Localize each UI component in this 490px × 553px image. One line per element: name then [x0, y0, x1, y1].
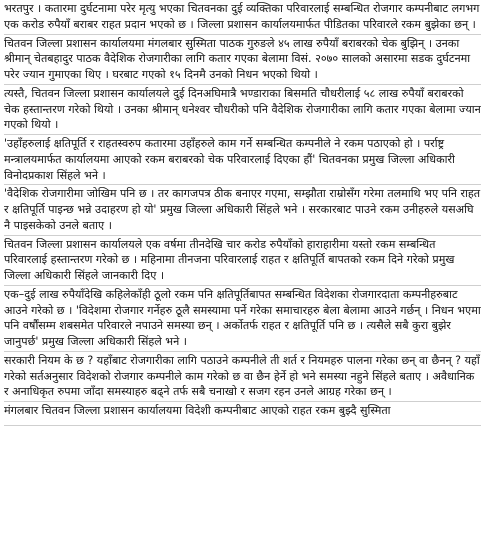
article-paragraph-6: चितवन जिल्ला प्रशासन कार्यालयले एक वर्षमा तीनदेखि चार करोड रुपैयाँको हाराहारीमा यस्तो रकम सम्बन्धित परिवारलाई हस्तान्तरण गरेको छ । महिनामा तीनजना परिवारलाई राहत र क्षतिपूर्ति बापतको रकम दिने गरेको प्रमुख जिल्ला अधिकारी सिंहले जानकारी दिए ।: [4, 235, 481, 284]
article-paragraph-8: सरकारी नियम के छ ? यहाँबाट रोजगारीका लागि पठाउने कम्पनीले ती शर्त र नियमहरु पालना गरेका छन् वा छैनन् ? यहाँ गरेको सर्तअनुसार विदेशको रोजगार कम्पनीले काम गरेको छ वा छैन हेर्ने हो भने समस्या नहुने सिंहले बताए । अवैधानिक र अनाधिकृत रुपमा जाँदा समस्याहरु बढ्ने तर्फ सबै चनाखो र सजग रहन उनले आग्रह गरेका छन् ।: [4, 351, 481, 400]
article-paragraph-1: भरतपुर । कतारमा दुर्घटनामा परेर मृत्यु भएका चितवनका दुई व्यक्तिका परिवारलाई सम्बन्धित रोजगार कम्पनीबाट लगभग एक करोड रुपैयाँ बराबर राहत प्रदान भएको छ । जिल्ला प्रशासन कार्यालयमार्फत पीडितका परिवारले रकम बुझेका छन् ।: [4, 2, 480, 31]
article-paragraph-4: 'उहाँहरुलाई क्षतिपूर्ति र राहतस्वरुप कतारमा उहाँहरुले काम गर्ने सम्बन्धित कम्पनीले ने रकम पठाएको हो । पर्राष्ट्र मन्त्रालयमार्फत कार्यालयमा आएको रकम बराबरको चेक परिवारलाई दिएका हौं' चितवनका प्रमुख जिल्ला अधिकारी विनोदप्रकाश सिंहले भने ।: [4, 134, 481, 183]
article-paragraph-3: त्यस्तै, चितवन जिल्ला प्रशासन कार्यालयले दुई दिनअघिमात्रै भण्डाराका बिसमति चौधरीलाई ५८ लाख रुपैयाँ बराबरको चेक हस्तान्तरण गरेको थियो । उनका श्रीमान् धनेश्वर चौधरीको पनि वैदेशिक रोजगारीका लागि कतार गएका बेलामा ज्यान गएको थियो ।: [4, 84, 481, 133]
article-paragraph-2: चितवन जिल्ला प्रशासन कार्यालयमा मंगलबार सुस्मिता पाठक गुरुङले ४५ लाख रुपैयाँ बराबरको चेक बुझिन् । उनका श्रीमान् चेतबहादुर पाठक वैदेशिक रोजगारीका लागि कतार गएका बेलामा विसं. २०७० सालको असारमा सडक दुर्घटनमा परेर ज्यान गुमाएका थिए । घरबाट गएको १५ दिनमै उनको निधन भएको थियो ।: [4, 34, 481, 83]
article-paragraph-5: 'वैदेशिक रोजगारीमा जोखिम पनि छ । तर कागजपत्र ठीक बनाएर गएमा, सम्झौता राम्रोसँग गरेमा तलमाथि भए पनि राहत र क्षतिपूर्ति पाइन्छ भन्ने उदाहरण हो यो' प्रमुख जिल्ला अधिकारी सिंहले भने । सरकारबाट पाउने रकम उनीहरुले यसअघि नै पाइसकेको उनले बताए ।: [4, 184, 481, 233]
article-paragraph-7: एक–दुई लाख रुपैयाँदेखि कहिलेकाँही ठूलो रकम पनि क्षतिपूर्तिबापत सम्बन्धित विदेशका रोजगारदाता कम्पनीहरुबाट आउने गरेको छ । 'विदेशमा रोजगार गर्नेहरु ठूलै समस्यामा पर्ने गरेका समाचारहरु बेला बेलामा आउने गर्छन् । निधन भएमा पनि वर्षौंसम्म शबसमेत परिवारले नपाउने समस्या छन् । अर्कोतर्फ राहत र क्षतिपूर्ति पनि छ । त्यसैले सबै कुरा बुझेर जानुपर्छ' प्रमुख जिल्ला अधिकारी सिंहले भने ।: [4, 285, 481, 350]
article-paragraph-9: मंगलबार चितवन जिल्ला प्रशासन कार्यालयमा विदेशी कम्पनीबाट आएको राहत रकम बुझ्दै सुस्मिता: [4, 401, 481, 426]
